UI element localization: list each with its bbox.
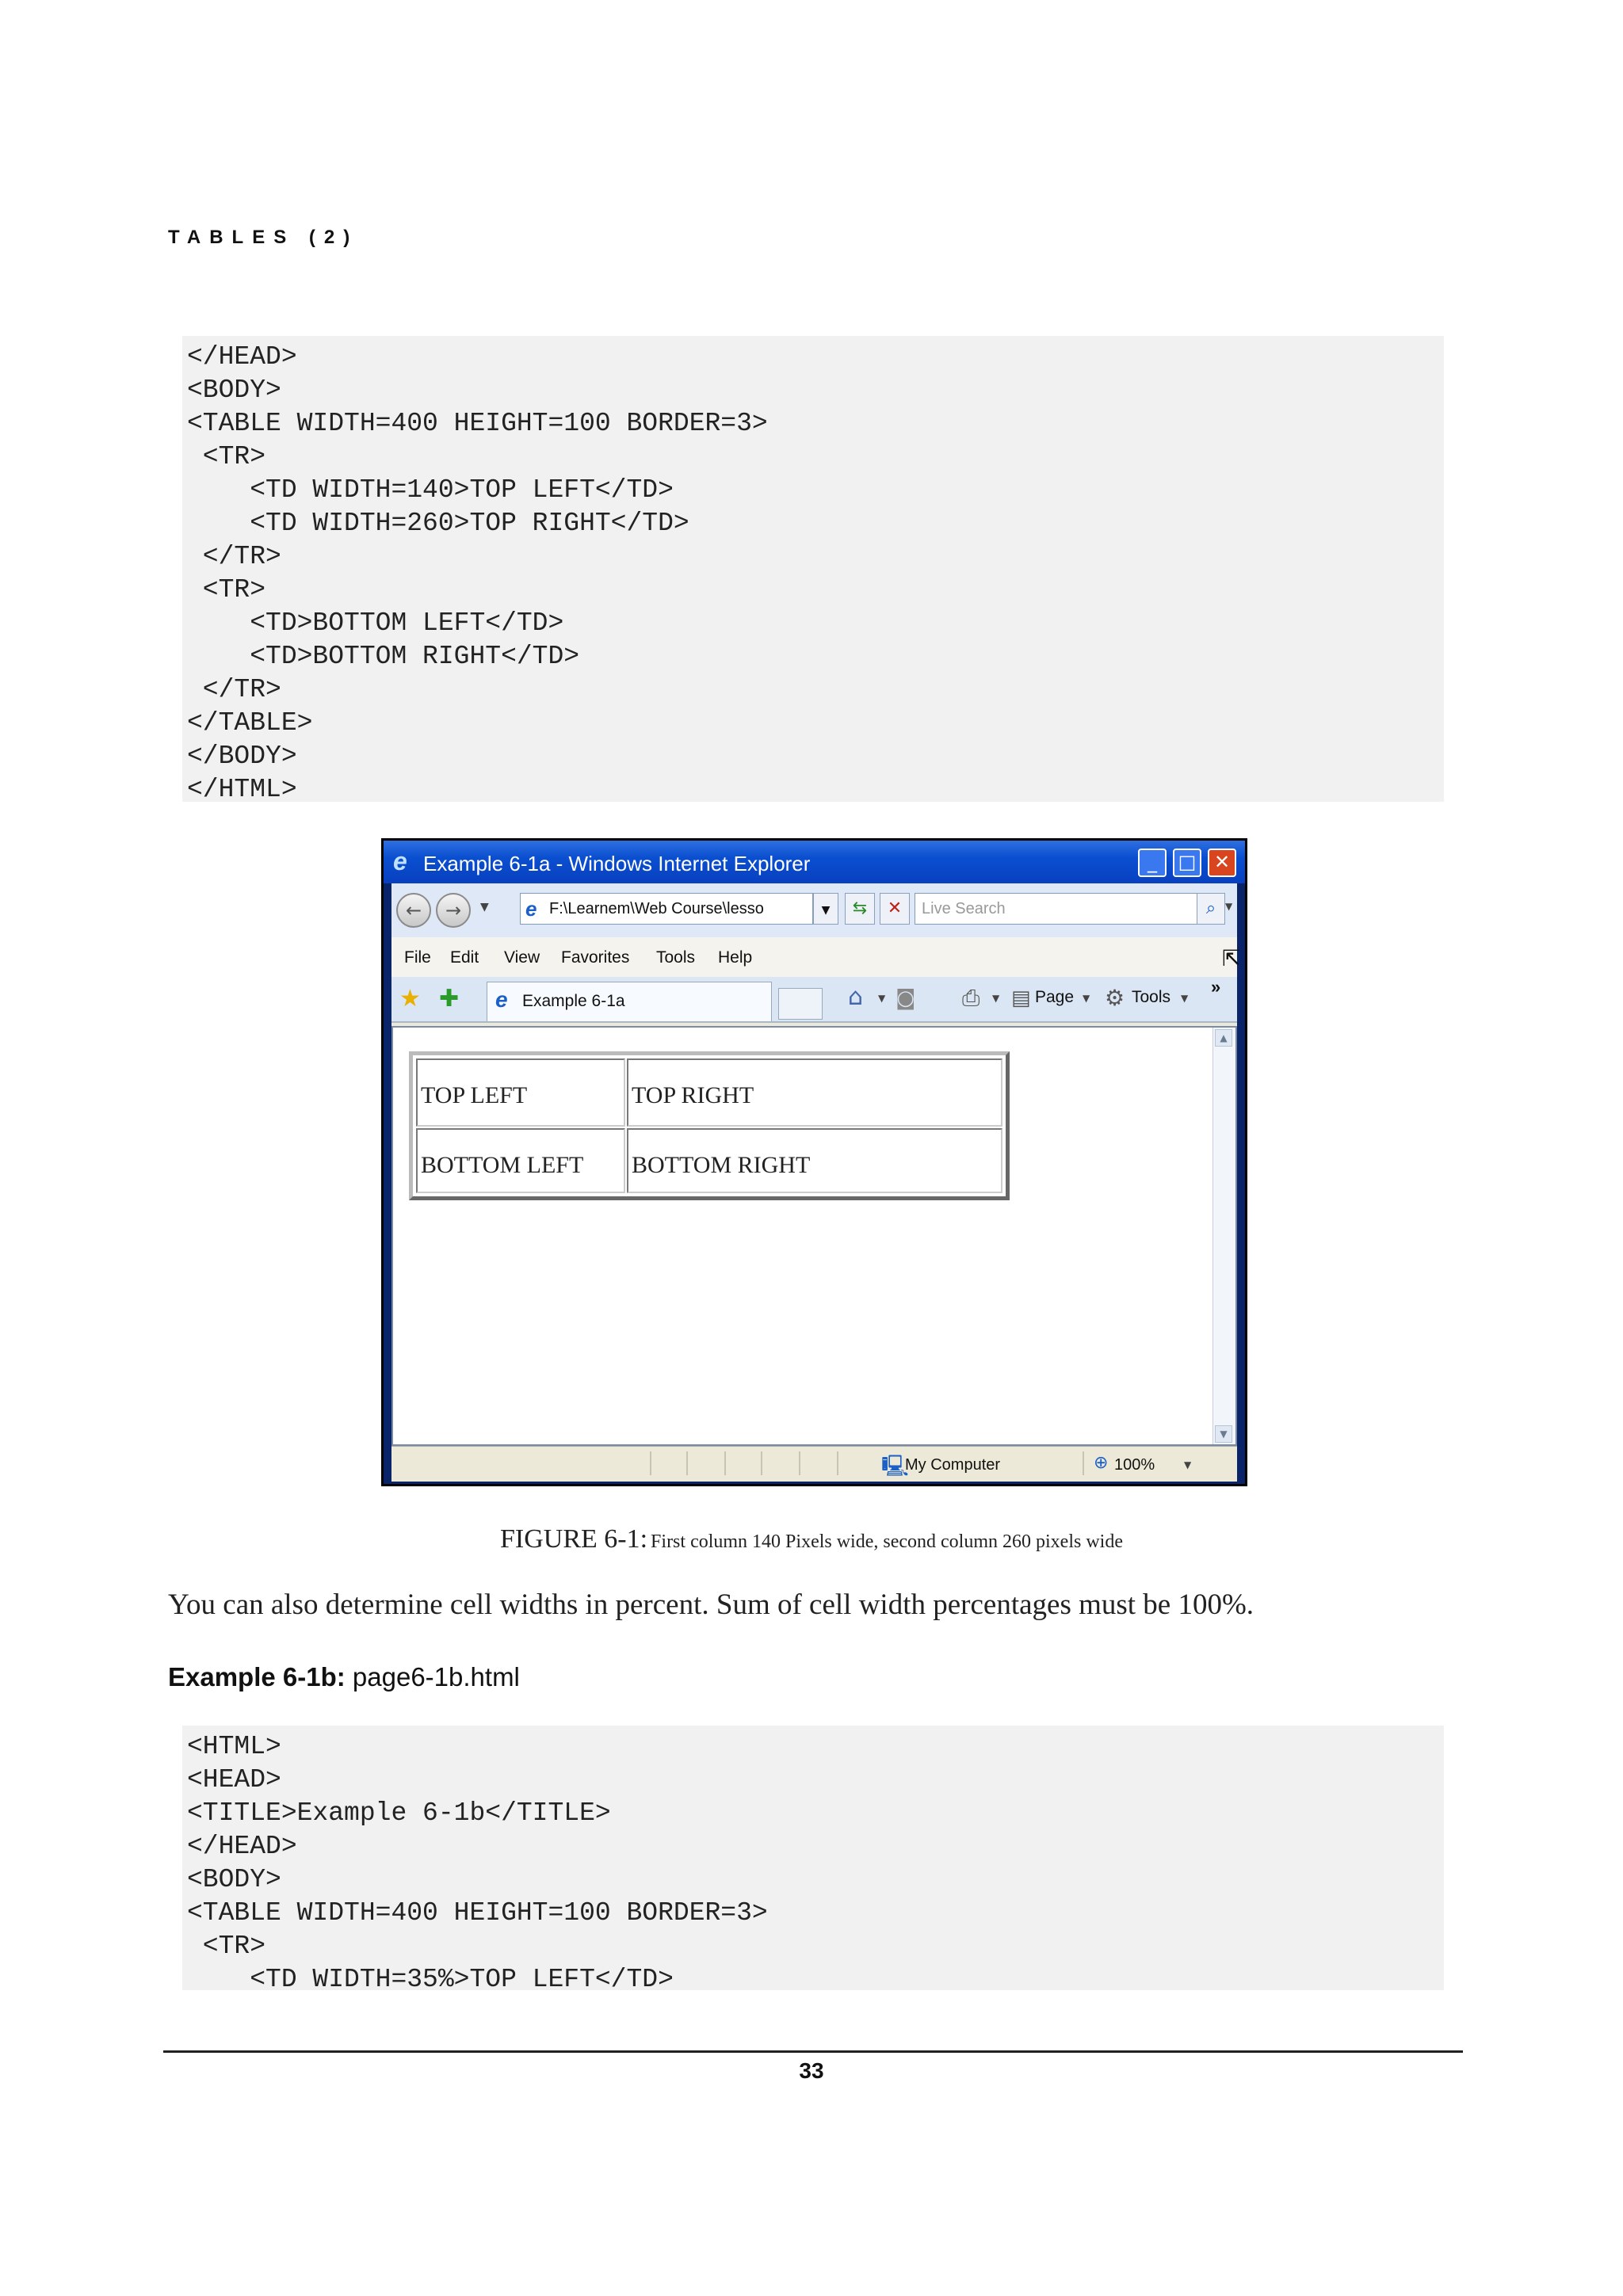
cell-bottom-right: BOTTOM RIGHT bbox=[627, 1128, 1002, 1193]
scroll-up-icon[interactable]: ▲ bbox=[1215, 1029, 1232, 1047]
search-dropdown-icon[interactable]: ▼ bbox=[1225, 901, 1233, 912]
address-bar[interactable] bbox=[520, 893, 813, 925]
code-line: <TD>BOTTOM LEFT</TD> bbox=[187, 608, 564, 638]
cell-bottom-left: BOTTOM LEFT bbox=[416, 1128, 625, 1193]
body-paragraph: You can also determine cell widths in percent. Sum of cell width percentages must be 100%. bbox=[168, 1589, 1254, 1621]
tools-dropdown-icon[interactable]: ▼ bbox=[1181, 993, 1189, 1004]
menu-edit[interactable]: Edit bbox=[450, 948, 479, 967]
command-bar bbox=[391, 977, 1237, 1023]
maximize-button[interactable]: □ bbox=[1173, 849, 1201, 877]
code-line: <BODY> bbox=[187, 376, 281, 405]
rendered-demo-table bbox=[409, 1051, 1010, 1200]
scroll-down-icon[interactable]: ▼ bbox=[1215, 1425, 1232, 1443]
tab-label: Example 6-1a bbox=[522, 992, 625, 1010]
status-divider bbox=[761, 1451, 762, 1475]
code-line: </TR> bbox=[187, 542, 281, 571]
zoom-dropdown-icon[interactable]: ▼ bbox=[1184, 1459, 1192, 1470]
status-divider bbox=[799, 1451, 800, 1475]
close-button[interactable]: ✕ bbox=[1208, 849, 1236, 877]
computer-icon: 🖳 bbox=[881, 1455, 909, 1478]
code-line: <TR> bbox=[187, 442, 266, 471]
code-block-1 bbox=[182, 336, 1444, 802]
menu-help[interactable]: Help bbox=[718, 948, 753, 967]
code-line: <TR> bbox=[187, 1932, 266, 1961]
code-line: <HTML> bbox=[187, 1732, 281, 1761]
search-icon[interactable]: ⌕ bbox=[1197, 893, 1225, 925]
code-line: <TABLE WIDTH=400 HEIGHT=100 BORDER=3> bbox=[187, 1898, 768, 1928]
figure-description: First column 140 Pixels wide, second column 260 pixels wide bbox=[651, 1531, 1123, 1552]
forward-arrow-icon[interactable]: → bbox=[436, 893, 471, 928]
example-label: Example 6-1b: bbox=[168, 1662, 346, 1691]
page-icon: e bbox=[525, 897, 537, 921]
code-line: <HEAD> bbox=[187, 1765, 281, 1794]
history-dropdown-icon[interactable]: ▼ bbox=[480, 901, 489, 913]
code-line: </HEAD> bbox=[187, 342, 297, 372]
page-content-area bbox=[391, 1026, 1237, 1446]
code-line: </HEAD> bbox=[187, 1832, 297, 1861]
code-line: </TR> bbox=[187, 675, 281, 704]
menu-tools[interactable]: Tools bbox=[656, 948, 696, 967]
figure-label: FIGURE 6-1: bbox=[499, 1524, 648, 1554]
status-divider bbox=[686, 1451, 688, 1475]
address-dropdown-icon[interactable]: ▼ bbox=[813, 893, 838, 925]
stop-icon[interactable]: ✕ bbox=[880, 893, 910, 925]
menu-favorites[interactable]: Favorites bbox=[561, 948, 630, 967]
page-number: 33 bbox=[799, 2058, 824, 2083]
page-dropdown-icon[interactable]: ▼ bbox=[1083, 993, 1090, 1004]
window-title-bar bbox=[384, 841, 1245, 883]
zoom-icon: ⊕ bbox=[1094, 1453, 1109, 1473]
footer-divider bbox=[163, 2050, 1463, 2053]
feeds-icon[interactable]: ◙ bbox=[896, 986, 916, 1010]
code-line: <TITLE>Example 6-1b</TITLE> bbox=[187, 1798, 611, 1828]
print-dropdown-icon[interactable]: ▼ bbox=[992, 993, 1000, 1004]
zoom-level[interactable]: 100% bbox=[1114, 1456, 1155, 1474]
code-line: <BODY> bbox=[187, 1865, 281, 1894]
status-bar bbox=[391, 1446, 1237, 1482]
security-zone: My Computer bbox=[905, 1456, 1001, 1474]
back-arrow-icon[interactable]: ← bbox=[396, 893, 431, 928]
cell-top-left: TOP LEFT bbox=[416, 1058, 625, 1127]
example-filename: page6-1b.html bbox=[352, 1662, 520, 1691]
code-line: <TD WIDTH=260>TOP RIGHT</TD> bbox=[187, 509, 689, 538]
chevron-more-icon[interactable]: » bbox=[1211, 977, 1221, 997]
tab-page-icon: e bbox=[495, 987, 508, 1012]
code-line: <TD>BOTTOM RIGHT</TD> bbox=[187, 642, 580, 671]
add-favorites-icon[interactable]: ✚ bbox=[439, 985, 460, 1013]
menu-file[interactable]: File bbox=[404, 948, 431, 967]
menu-bar bbox=[391, 937, 1241, 977]
menu-view[interactable]: View bbox=[504, 948, 540, 967]
code-line: <TR> bbox=[187, 575, 266, 605]
page-menu-button[interactable]: Page bbox=[1035, 988, 1075, 1006]
running-head: TABLES (2) bbox=[168, 227, 359, 248]
code-block-2 bbox=[182, 1726, 1444, 1994]
code-line: <TABLE WIDTH=400 HEIGHT=100 BORDER=3> bbox=[187, 409, 768, 438]
new-tab-button[interactable] bbox=[778, 988, 823, 1020]
status-divider bbox=[1083, 1451, 1084, 1475]
page-menu-icon: ▤ bbox=[1011, 986, 1031, 1010]
browser-window-screenshot bbox=[381, 838, 1247, 1486]
gear-icon: ⚙ bbox=[1105, 985, 1125, 1011]
home-dropdown-icon[interactable]: ▼ bbox=[878, 993, 886, 1004]
cell-top-right: TOP RIGHT bbox=[627, 1058, 1002, 1127]
tab-example-6-1a[interactable] bbox=[487, 982, 772, 1021]
search-input[interactable]: Live Search bbox=[915, 893, 1206, 925]
refresh-icon[interactable]: ⇆ bbox=[845, 893, 875, 925]
address-text: F:\Learnem\Web Course\lesso bbox=[549, 900, 764, 917]
tools-menu-button[interactable]: Tools bbox=[1132, 988, 1171, 1006]
code-line: <TD WIDTH=35%>TOP LEFT</TD> bbox=[187, 1965, 674, 1994]
code-line: </BODY> bbox=[187, 742, 297, 771]
vertical-scrollbar[interactable] bbox=[1212, 1028, 1235, 1444]
window-title: Example 6-1a - Windows Internet Explorer bbox=[423, 852, 811, 875]
ie-logo-icon: e bbox=[393, 847, 407, 875]
code-line: </TABLE> bbox=[187, 708, 313, 738]
minimize-button[interactable]: _ bbox=[1138, 849, 1167, 877]
navigation-bar bbox=[391, 883, 1237, 937]
mouse-cursor-icon: ⇱ bbox=[1222, 945, 1241, 971]
home-icon[interactable]: ⌂ bbox=[848, 983, 864, 1011]
print-icon[interactable]: ⎙ bbox=[962, 985, 980, 1011]
figure-caption bbox=[0, 1524, 1623, 1554]
status-divider bbox=[650, 1451, 651, 1475]
favorites-star-icon[interactable]: ★ bbox=[399, 985, 421, 1013]
status-divider bbox=[724, 1451, 726, 1475]
example-heading bbox=[168, 1662, 520, 1692]
code-line: <TD WIDTH=140>TOP LEFT</TD> bbox=[187, 475, 674, 505]
status-divider bbox=[837, 1451, 838, 1475]
code-line: </HTML> bbox=[187, 775, 297, 804]
